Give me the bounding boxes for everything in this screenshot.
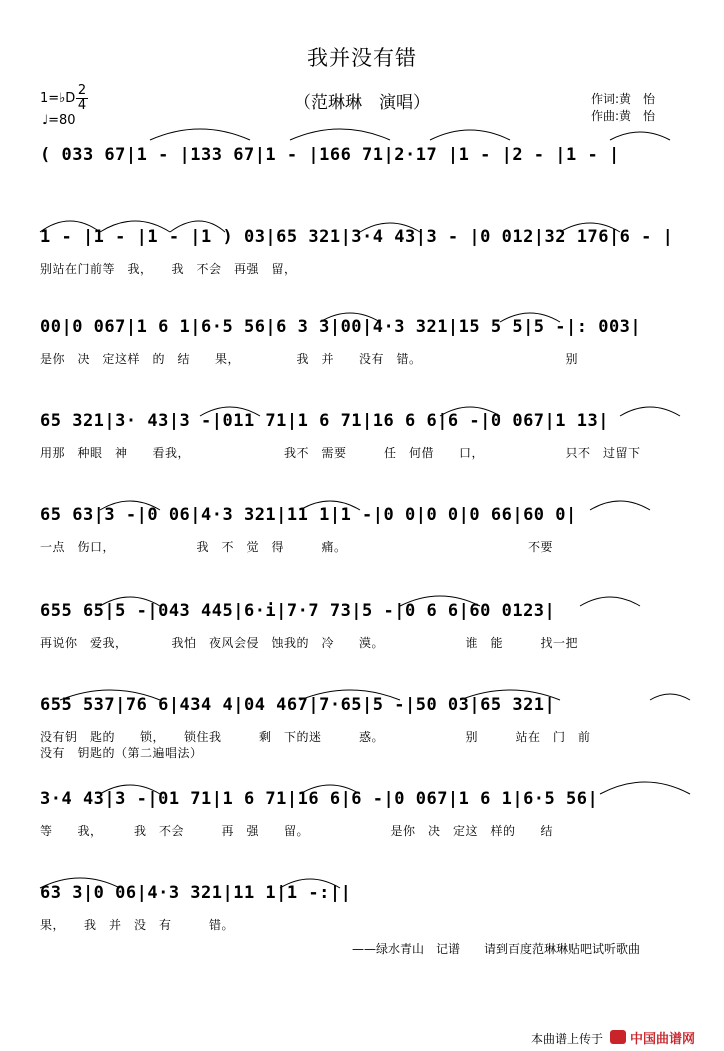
notation-line: 655 537|76 6|434 4|04 467|7·65|5 -|50 03|65 321| (40, 695, 556, 715)
notation-line: 00|0 067|1 6 1|6·5 56|6 3 3|00|4·3 321|15 5 5|5 -|: 003| (40, 317, 642, 337)
song-title: 我并没有错 (307, 46, 417, 70)
notation-line: 3·4 43|3 -|01 71|1 6 71|16 6|6 -|0 067|1 6 1|6·5 56| (40, 789, 599, 809)
music-system-2 (40, 220, 692, 276)
music-system-1 (40, 138, 692, 172)
song-performer: （范琳琳 演唱） (294, 93, 430, 113)
time-signature-bottom: 4 (77, 98, 87, 113)
logo-mark-icon (610, 1030, 626, 1044)
lyrics-line: 一点 伤口， 我 不 觉 得 痛。 不要 (40, 540, 554, 554)
lyrics-line: 没有钥 匙的 锁， 锁住我 剩 下的迷 惑。 别 站在 门 前 (40, 730, 591, 744)
lyrics-line: 果， 我 并 没 有 错。 (40, 918, 235, 932)
lyrics-line: 别站在门前等 我， 我 不会 再强 留， (40, 262, 297, 276)
composer-credit: 作曲:黄 怡 (591, 109, 656, 123)
music-system-5 (40, 498, 692, 554)
notation-line: 655 65|5 -|043 445|6·i|7·7 73|5 -|0 6 6|60 0123| (40, 601, 556, 621)
site-logo[interactable] (610, 1026, 714, 1048)
lyrics-line-alt: 没有 钥匙的（第二遍唱法） (40, 746, 203, 760)
notation-line: ( 033 67|1 - |133 67|1 - |166 71|2·17 |1 - |2 - |1 - | (40, 145, 620, 165)
music-system-3 (40, 310, 692, 366)
music-system-8 (40, 782, 692, 838)
lyrics-line: 用那 种眼 神 看我， 我不 需要 任 何借 口， 只不 过留下 (40, 446, 641, 460)
lyrics-line: 等 我， 我 不会 再 强 留。 是你 决 定这 样的 结 (40, 824, 554, 838)
tempo-marking: ♩=80 (42, 113, 76, 128)
notation-line: 1 - |1 - |1 - |1 ) 03|65 321|3·4 43|3 - |0 012|32 176|6 - | (40, 227, 674, 247)
music-system-7 (40, 688, 692, 760)
music-system-9 (40, 876, 692, 932)
lyrics-line: 是你 决 定这样 的 结 果， 我 并 没有 错。 别 (40, 352, 579, 366)
key-signature: 1=♭D (40, 91, 76, 106)
lyrics-line: 再说你 爱我， 我怕 夜风会侵 蚀我的 冷 漠。 谁 能 找一把 (40, 636, 579, 650)
transcriber-credit: ——绿水青山 记谱 请到百度范琳琳贴吧试听歌曲 (352, 942, 641, 956)
site-logo-text: 中国曲谱网 (630, 1031, 696, 1047)
music-system-6 (40, 594, 692, 650)
upload-notice: 本曲谱上传于 (531, 1032, 604, 1046)
notation-line: 65 321|3· 43|3 -|011 71|1 6 71|16 6 6|6 -|0 067|1 13| (40, 411, 609, 431)
time-signature-top: 2 (77, 83, 87, 98)
notation-line: 63 3|0 06|4·3 321|11 1|1 -:|| (40, 883, 352, 903)
notation-line: 65 63|3 -|0 06|4·3 321|11 1|1 -|0 0|0 0|0 66|60 0| (40, 505, 577, 525)
music-system-4 (40, 404, 692, 460)
lyricist-credit: 作词:黄 怡 (591, 92, 656, 106)
